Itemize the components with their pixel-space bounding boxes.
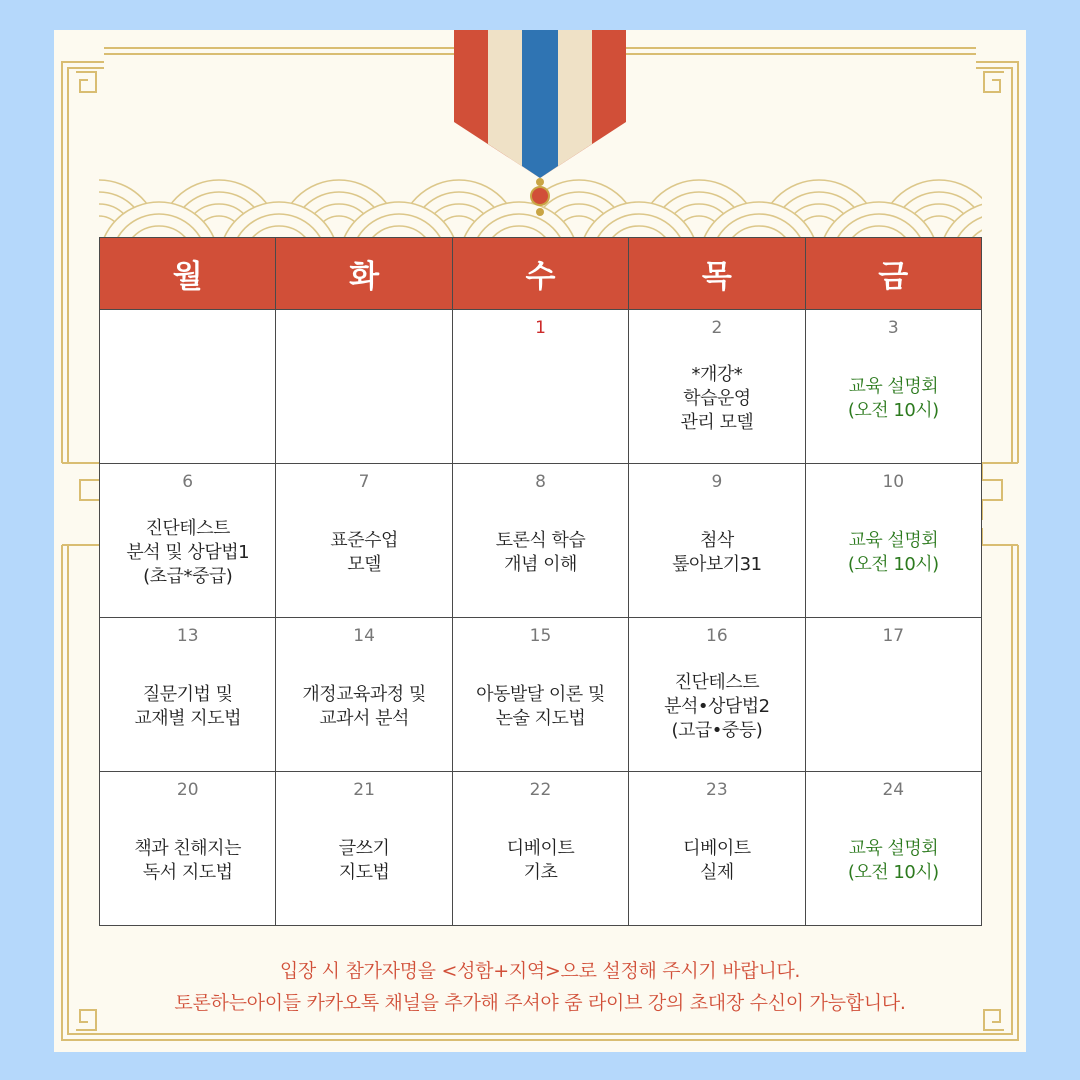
calendar-week-row bbox=[100, 310, 982, 464]
calendar-day-cell bbox=[276, 618, 452, 772]
day-event: 교육 설명회 (오전 10시) bbox=[847, 837, 939, 883]
day-number: 9 bbox=[711, 472, 723, 492]
calendar-day-cell bbox=[805, 772, 981, 926]
calendar-day-cell bbox=[452, 464, 628, 618]
day-number: 15 bbox=[529, 626, 552, 646]
footer-notice-kakao: 토론하는아이들 카카오톡 채널을 추가해 주셔야 줌 라이브 강의 초대장 수신이 가능합니다. bbox=[174, 992, 906, 1014]
day-event: 글쓰기 지도법 bbox=[338, 837, 390, 883]
day-number: 17 bbox=[882, 626, 905, 646]
day-number bbox=[100, 318, 275, 340]
day-event: 디베이트 실제 bbox=[683, 837, 751, 883]
calendar-day-cell bbox=[629, 310, 805, 464]
calendar-day-cell bbox=[629, 772, 805, 926]
calendar-day-cell bbox=[100, 618, 276, 772]
calendar-day-cell bbox=[100, 464, 276, 618]
calendar-day-cell bbox=[452, 618, 628, 772]
day-event: 책과 친해지는 독서 지도법 bbox=[134, 837, 241, 883]
day-event: 교육 설명회 (오전 10시) bbox=[847, 375, 939, 421]
calendar-day-cell bbox=[805, 618, 981, 772]
calendar-day-cell bbox=[276, 464, 452, 618]
day-number: 14 bbox=[353, 626, 375, 646]
day-event: 질문기법 및 교재별 지도법 bbox=[134, 683, 241, 729]
calendar-day-cell bbox=[452, 772, 628, 926]
day-number: 3 bbox=[887, 318, 899, 338]
day-number: 24 bbox=[882, 780, 905, 800]
day-event: 디베이트 기초 bbox=[506, 837, 575, 883]
day-number: 16 bbox=[706, 626, 728, 646]
day-number: 13 bbox=[176, 626, 199, 646]
day-number: 22 bbox=[529, 780, 552, 800]
calendar-day-cell bbox=[805, 464, 981, 618]
day-number bbox=[276, 318, 451, 340]
weekday-header-row bbox=[100, 238, 982, 310]
day-number: 10 bbox=[882, 472, 905, 492]
day-event: 진단테스트 분석 및 상담법1 (초급*중급) bbox=[126, 517, 250, 587]
day-event: 진단테스트 분석•상담법2 (고급•중등) bbox=[664, 671, 770, 741]
calendar-day-cell bbox=[629, 618, 805, 772]
day-number: 8 bbox=[535, 472, 546, 492]
weekday-friday: 금 bbox=[805, 238, 981, 310]
weekday-thursday: 목 bbox=[629, 238, 805, 310]
day-number: 21 bbox=[353, 780, 375, 800]
calendar-week-row bbox=[100, 772, 982, 926]
calendar-day-cell bbox=[100, 772, 276, 926]
footer-notice-entry: 입장 시 참가자명을 <성함+지역>으로 설정해 주시기 바랍니다. bbox=[279, 960, 801, 982]
calendar-day-cell bbox=[100, 310, 276, 464]
calendar-week-row bbox=[100, 618, 982, 772]
day-event bbox=[810, 648, 977, 765]
day-event: 아동발달 이론 및 논술 지도법 bbox=[476, 683, 605, 729]
day-event bbox=[104, 340, 271, 457]
day-number: 7 bbox=[358, 472, 370, 492]
day-event: 첨삭 톺아보기31 bbox=[672, 529, 762, 575]
day-number: 20 bbox=[176, 780, 199, 800]
calendar-day-cell bbox=[805, 310, 981, 464]
day-event: 표준수업 모델 bbox=[330, 529, 398, 575]
day-number: 23 bbox=[706, 780, 728, 800]
day-event: 개정교육과정 및 교과서 분석 bbox=[302, 683, 426, 729]
day-event: 교육 설명회 (오전 10시) bbox=[847, 529, 939, 575]
calendar-body bbox=[100, 310, 982, 926]
calendar-week-row bbox=[100, 464, 982, 618]
day-number: 2 bbox=[711, 318, 723, 338]
weekday-wednesday: 수 bbox=[452, 238, 628, 310]
day-event: *개강* 학습운영 관리 모델 bbox=[680, 363, 754, 433]
calendar-day-cell bbox=[276, 310, 452, 464]
day-event bbox=[457, 340, 624, 457]
weekday-monday: 월 bbox=[100, 238, 276, 310]
weekday-tuesday: 화 bbox=[276, 238, 452, 310]
day-event: 토론식 학습 개념 이해 bbox=[495, 529, 586, 575]
day-number: 6 bbox=[182, 472, 194, 492]
day-event bbox=[280, 340, 447, 457]
day-number: 1 bbox=[535, 318, 546, 338]
calendar-day-cell bbox=[629, 464, 805, 618]
calendar-table bbox=[99, 237, 982, 926]
calendar-day-cell bbox=[452, 310, 628, 464]
calendar-day-cell bbox=[276, 772, 452, 926]
